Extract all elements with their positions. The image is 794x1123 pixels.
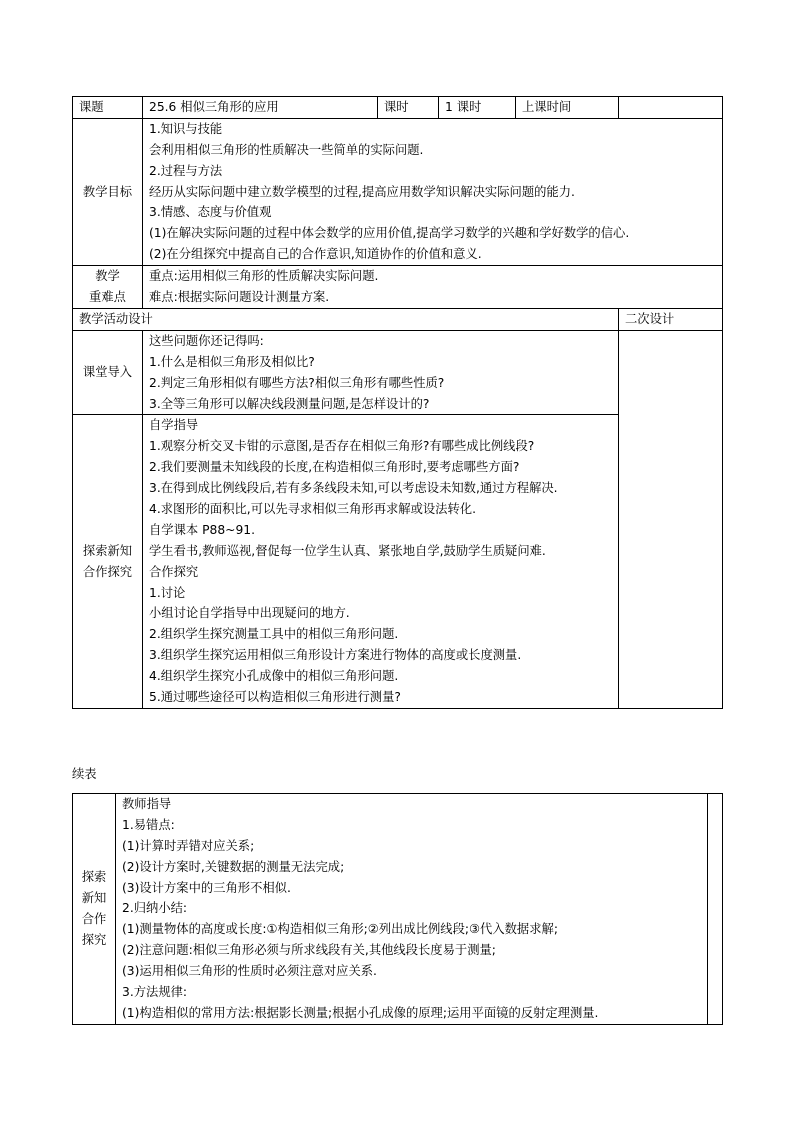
explore-line: 自学指导 xyxy=(149,418,199,433)
objectives-line: (1)在解决实际问题的过程中体会数学的应用价值,提高学习数学的兴趣和学好数学的信心. xyxy=(149,226,630,241)
guidance-line: 2.归纳小结: xyxy=(122,901,188,916)
guidance-line: 1.易错点: xyxy=(122,817,175,832)
continued-table xyxy=(72,793,723,1025)
guidance-line: (3)运用相似三角形的性质时必须注意对应关系. xyxy=(122,964,377,979)
guidance-line: (1)计算时弄错对应关系; xyxy=(122,838,255,853)
topic-value: 25.6 相似三角形的应用 xyxy=(143,97,378,119)
explore-line: 2.组织学生探究测量工具中的相似三角形问题. xyxy=(149,627,399,642)
objectives-line: 会利用相似三角形的性质解决一些简单的实际问题. xyxy=(149,142,424,157)
explore-line: 小组讨论自学指导中出现疑问的地方. xyxy=(149,606,350,621)
objectives-label: 教学目标 xyxy=(73,118,143,265)
period-value: 1 课时 xyxy=(439,97,516,119)
intro-line: 这些问题你还记得吗: xyxy=(149,333,264,348)
intro-label: 课堂导入 xyxy=(73,330,143,415)
explore-line: 合作探究 xyxy=(149,564,199,579)
intro-content xyxy=(143,330,619,415)
explore-line: 4.求图形的面积比,可以先寻求相似三角形再求解或设法转化. xyxy=(149,501,476,516)
explore-label-line: 探究 xyxy=(81,932,107,947)
explore-line: 自学课本 P88~91. xyxy=(149,522,256,537)
guidance-line: (2)设计方案时,关键数据的测量无法完成; xyxy=(122,859,345,874)
key-points-content xyxy=(143,266,723,309)
explore-label xyxy=(73,415,143,708)
date-label: 上课时间 xyxy=(516,97,619,119)
key-points-label-line: 教学 xyxy=(95,269,120,284)
guidance-line: (3)设计方案中的三角形不相似. xyxy=(122,880,291,895)
lesson-plan-table xyxy=(72,96,723,709)
objectives-line: 经历从实际问题中建立数学模型的过程,提高应用数学知识解决实际问题的能力. xyxy=(149,184,575,199)
date-value xyxy=(619,97,723,119)
explore-label-line: 合作探究 xyxy=(82,564,133,579)
topic-label: 课题 xyxy=(73,97,143,119)
explore-line: 5.通过哪些途径可以构造相似三角形进行测量? xyxy=(149,689,401,704)
explore-line: 4.组织学生探究小孔成像中的相似三角形问题. xyxy=(149,669,399,684)
guidance-line: (2)注意问题:相似三角形必须与所求线段有关,其他线段长度易于测量; xyxy=(122,943,496,958)
objectives-line: 3.情感、态度与价值观 xyxy=(149,205,272,220)
period-label: 课时 xyxy=(378,97,439,119)
explore-label-continued xyxy=(73,794,116,1025)
explore-line: 1.观察分析交叉卡钳的示意图,是否存在相似三角形?有哪些成比例线段? xyxy=(149,439,535,454)
key-points-label-line: 重难点 xyxy=(89,290,126,305)
guidance-line: 3.方法规律: xyxy=(122,985,188,1000)
intro-line: 2.判定三角形相似有哪些方法?相似三角形有哪些性质? xyxy=(149,375,445,390)
guidance-line: (1)构造相似的常用方法:根据影长测量;根据小孔成像的原理;运用平面镜的反射定理测量. xyxy=(122,1005,599,1020)
explore-label-line: 探索新知 xyxy=(82,543,133,558)
second-design-cell xyxy=(619,330,723,708)
explore-content xyxy=(143,415,619,708)
explore-label-line: 合作 xyxy=(81,911,107,926)
activity-design-header: 教学活动设计 xyxy=(73,308,619,330)
explore-line: 1.讨论 xyxy=(149,585,186,600)
intro-line: 3.全等三角形可以解决线段测量问题,是怎样设计的? xyxy=(149,396,430,411)
teacher-guidance-content xyxy=(116,794,708,1025)
explore-line: 3.组织学生探究运用相似三角形设计方案进行物体的高度或长度测量. xyxy=(149,648,522,663)
explore-label-line: 新知 xyxy=(81,891,107,905)
objectives-line: 1.知识与技能 xyxy=(149,121,223,136)
guidance-line: 教师指导 xyxy=(122,797,172,811)
intro-line: 1.什么是相似三角形及相似比? xyxy=(149,354,315,369)
second-design-cell-continued xyxy=(708,794,723,1025)
continued-label: 续表 xyxy=(72,767,97,781)
key-point-line: 重点:运用相似三角形的性质解决实际问题. xyxy=(149,269,379,284)
guidance-line: (1)测量物体的高度或长度:①构造相似三角形;②列出成比例线段;③代入数据求解; xyxy=(122,922,558,937)
key-points-label xyxy=(73,266,143,309)
objectives-line: 2.过程与方法 xyxy=(149,163,223,178)
objectives-line: (2)在分组探究中提高自己的合作意识,知道协作的价值和意义. xyxy=(149,247,482,262)
explore-label-line: 探索 xyxy=(81,870,107,885)
explore-line: 3.在得到成比例线段后,若有多条线段未知,可以考虑设未知数,通过方程解决. xyxy=(149,481,558,496)
objectives-content xyxy=(143,118,723,265)
explore-line: 2.我们要测量未知线段的长度,在构造相似三角形时,要考虑哪些方面? xyxy=(149,460,520,475)
second-design-header: 二次设计 xyxy=(619,308,723,330)
explore-line: 学生看书,教师巡视,督促每一位学生认真、紧张地自学,鼓励学生质疑问难. xyxy=(149,543,546,558)
key-point-line: 难点:根据实际问题设计测量方案. xyxy=(149,290,330,305)
